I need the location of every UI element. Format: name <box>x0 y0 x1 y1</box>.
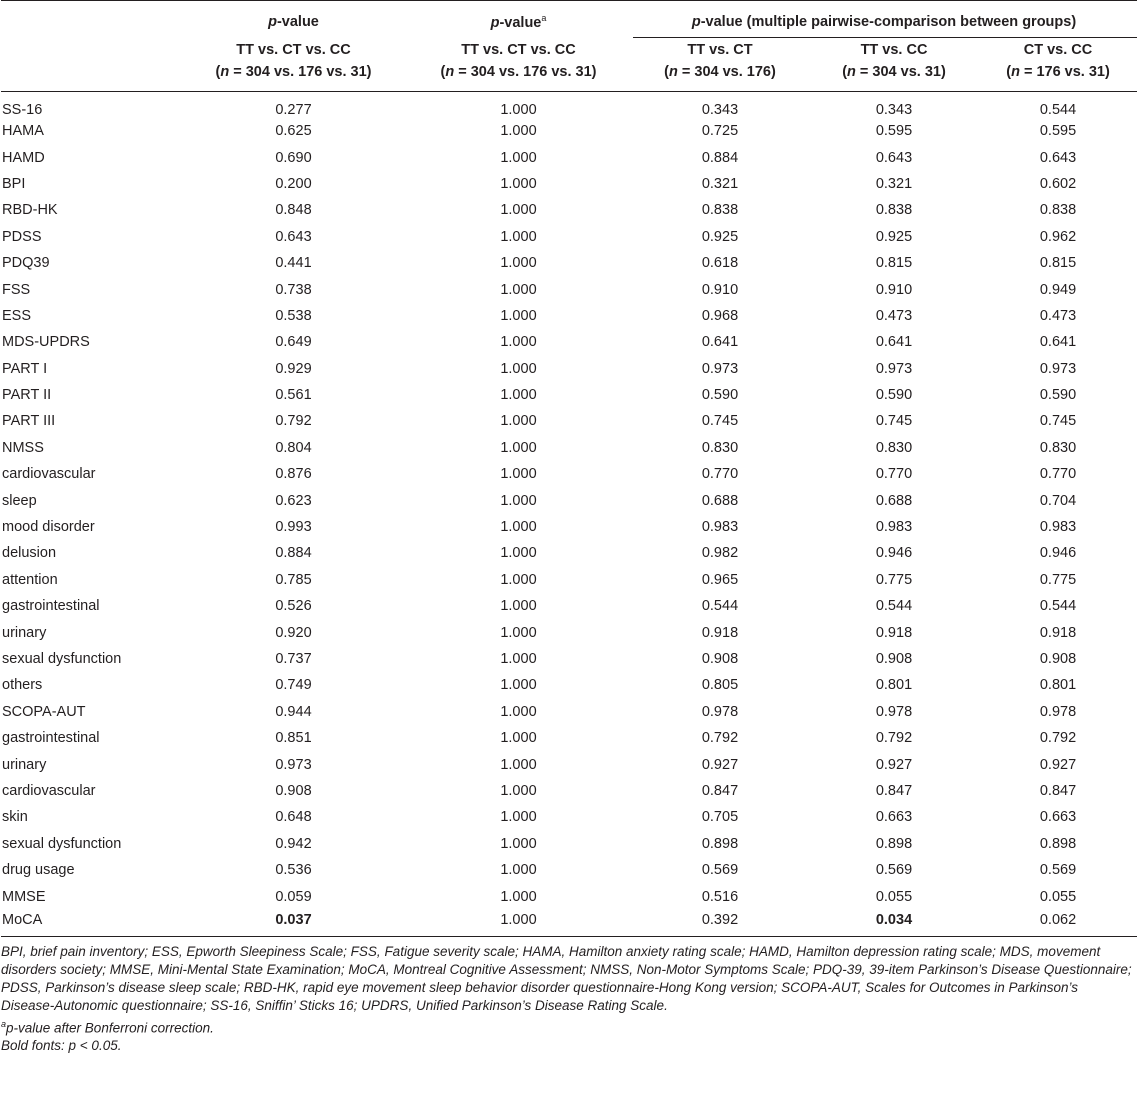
row-value: 0.973 <box>275 756 312 773</box>
table-row <box>1 356 1137 382</box>
row-label: others <box>2 677 43 694</box>
row-label: RBD-HK <box>2 202 58 219</box>
row-value: 0.643 <box>275 228 312 245</box>
header-pvalue-adjusted: p-value$^a$ <box>406 1 631 35</box>
table-notes <box>0 937 1136 1056</box>
row-label: cardiovascular <box>2 782 96 799</box>
row-value: 0.770 <box>701 466 739 483</box>
row-label: skin <box>2 809 28 826</box>
row-label: MoCA <box>1 910 181 936</box>
row-value: 0.688 <box>701 492 739 509</box>
row-value: 1.000 <box>500 123 537 140</box>
header-comparison-2: TT vs. CT (n = 304 vs. 176) <box>631 34 809 92</box>
row-value: 0.983 <box>701 519 739 536</box>
row-value: 0.884 <box>701 149 739 166</box>
row-value: 0.876 <box>275 466 312 483</box>
header-comparison-4: CT vs. CC (n = 176 vs. 31) <box>979 34 1137 92</box>
row-value: 0.516 <box>701 888 739 905</box>
row-value: 0.641 <box>701 334 739 351</box>
table-row <box>1 778 1137 804</box>
row-label: BPI <box>2 175 26 192</box>
table-header <box>1 1 1137 92</box>
table-row <box>1 619 1137 645</box>
row-value: 0.983 <box>1039 519 1077 536</box>
row-value: 0.725 <box>701 123 739 140</box>
row-value: 1.000 <box>500 492 537 509</box>
row-value: 0.595 <box>1039 123 1077 140</box>
row-value: 0.649 <box>275 334 312 351</box>
row-value: 1.000 <box>500 756 537 773</box>
row-value: 0.536 <box>275 862 312 879</box>
row-value: 1.000 <box>500 149 537 166</box>
table-row <box>1 144 1137 170</box>
row-label: sleep <box>2 492 37 509</box>
row-value: 0.918 <box>701 624 739 641</box>
bold-note: Bold fonts: p < 0.05. <box>1 1038 122 1054</box>
row-value: 0.925 <box>875 228 913 245</box>
row-value: 0.321 <box>701 175 739 192</box>
row-value: 0.059 <box>275 888 312 905</box>
row-label: PDSS <box>2 228 42 245</box>
row-value: 0.590 <box>875 387 913 404</box>
row-value: 1.000 <box>500 255 537 272</box>
row-value: 0.737 <box>275 651 312 667</box>
row-value: 0.749 <box>275 677 312 694</box>
header-pvalue: p-value <box>181 1 406 35</box>
row-value: 0.473 <box>1039 307 1077 324</box>
row-value: 0.910 <box>701 281 739 298</box>
header-comparison-1: TT vs. CT vs. CC (n = 304 vs. 176 vs. 31) <box>406 34 631 92</box>
table-row <box>1 804 1137 830</box>
row-value: 0.838 <box>1039 202 1077 219</box>
table-row <box>1 725 1137 751</box>
row-value: 1.000 <box>500 545 537 562</box>
row-value: 0.770 <box>875 466 913 483</box>
row-value: 0.569 <box>875 862 913 879</box>
row-value: 0.847 <box>701 782 739 799</box>
row-value: 1.000 <box>500 651 537 667</box>
row-value: 0.973 <box>1039 360 1077 377</box>
row-value: 0.965 <box>701 571 739 588</box>
row-value: 0.792 <box>701 730 739 747</box>
row-value: 0.037 <box>181 910 406 936</box>
row-value: 1.000 <box>500 175 537 192</box>
row-value: 0.962 <box>1039 228 1077 245</box>
row-value: 0.343 <box>701 102 739 118</box>
row-value: 0.973 <box>875 360 913 377</box>
row-value: 0.927 <box>1039 756 1077 773</box>
row-value: 1.000 <box>500 360 537 377</box>
row-value: 0.569 <box>701 862 739 879</box>
row-value: 0.034 <box>809 910 979 936</box>
row-label: PDQ39 <box>2 255 50 272</box>
table-row <box>1 831 1137 857</box>
row-value: 1.000 <box>500 624 537 641</box>
table-row <box>1 646 1137 672</box>
row-value: 0.648 <box>275 809 312 826</box>
row-value: 0.929 <box>275 360 312 377</box>
row-value: 0.663 <box>875 809 913 826</box>
row-label: urinary <box>2 756 47 773</box>
pvalue-table <box>1 0 1137 937</box>
table-row <box>1 487 1137 513</box>
table-row <box>1 514 1137 540</box>
row-value: 0.792 <box>275 413 312 430</box>
row-value: 0.526 <box>275 598 312 615</box>
row-value: 0.838 <box>875 202 913 219</box>
row-value: 0.942 <box>275 835 312 852</box>
row-label: MDS-UPDRS <box>2 334 90 351</box>
row-value: 0.775 <box>1039 571 1077 588</box>
row-value: 0.055 <box>875 888 913 905</box>
row-value: 0.908 <box>701 651 739 667</box>
table-row <box>1 461 1137 487</box>
row-value: 0.949 <box>1039 281 1077 298</box>
row-value: 0.641 <box>1039 334 1077 351</box>
row-value: 0.978 <box>701 703 739 720</box>
row-value: 0.738 <box>275 281 312 298</box>
row-value: 0.643 <box>875 149 913 166</box>
row-value: 0.792 <box>1039 730 1077 747</box>
table-row <box>1 672 1137 698</box>
row-value: 0.925 <box>701 228 739 245</box>
row-value: 0.321 <box>875 175 913 192</box>
row-value: 1.000 <box>500 835 537 852</box>
row-label: mood disorder <box>2 519 95 536</box>
abbreviations-note: BPI, brief pain inventory; ESS, Epworth Sleepiness Scale; FSS, Fatigue severity scale; HAMA, Hamilton anxiety rating scale; HAMD, Hamilton depression rating scale; MDS, movement disorders society; MMSE, Mini-Mental State Examination; MoCA, Montreal Cognitive Assessment; NMSS, Non-Motor Symptoms Scale; PDQ-39, 39-item Parkinson’s Disease Questionnaire; PDSS, Parkinson’s disease sleep scale; RBD-HK, rapid eye movement sleep behavior disorder questionnaire-Hong Kong version; SCOPA-AUT, Scales for Outcomes in Parkinson’s Disease-Autonomic questionnaire; SS-16, Sniffin’ Sticks 16; UPDRS, Unified Parkinson’s Disease Rating Scale. <box>1 943 1132 1013</box>
row-label: cardiovascular <box>2 466 96 483</box>
row-value: 0.884 <box>275 545 312 562</box>
table-row <box>1 118 1137 144</box>
header-empty-cell <box>1 34 181 92</box>
table-row <box>1 303 1137 329</box>
row-value: 1.000 <box>500 730 537 747</box>
row-value: 0.595 <box>875 123 913 140</box>
row-value: 1.000 <box>500 888 537 905</box>
row-value: 0.643 <box>1039 149 1077 166</box>
row-value: 0.805 <box>701 677 739 694</box>
row-value: 0.830 <box>875 439 913 456</box>
row-label: gastrointestinal <box>2 598 100 615</box>
row-value: 1.000 <box>500 703 537 720</box>
row-value: 1.000 <box>500 809 537 826</box>
row-value: 0.062 <box>979 910 1137 936</box>
row-value: 0.983 <box>875 519 913 536</box>
row-value: 0.830 <box>701 439 739 456</box>
row-label: sexual dysfunction <box>2 651 122 667</box>
row-value: 0.898 <box>875 835 913 852</box>
row-label: delusion <box>2 545 57 562</box>
row-value: 0.792 <box>875 730 913 747</box>
row-value: 0.623 <box>275 492 312 509</box>
table-row <box>1 883 1137 909</box>
row-value: 0.641 <box>875 334 913 351</box>
table-row <box>1 171 1137 197</box>
row-value: 0.569 <box>1039 862 1077 879</box>
row-value: 0.918 <box>1039 624 1077 641</box>
row-value: 0.801 <box>875 677 913 694</box>
row-value: 1.000 <box>500 387 537 404</box>
row-value: 0.055 <box>1039 888 1077 905</box>
row-value: 1.000 <box>500 466 537 483</box>
table-row <box>1 382 1137 408</box>
row-value: 0.927 <box>701 756 739 773</box>
row-value: 0.544 <box>1039 102 1077 118</box>
header-pairwise-group: p-value (multiple pairwise-comparison between groups) <box>631 1 1137 35</box>
row-value: 0.815 <box>875 255 913 272</box>
table-row <box>1 224 1137 250</box>
row-value: 0.946 <box>1039 545 1077 562</box>
row-value: 0.770 <box>1039 466 1077 483</box>
row-label: PART II <box>2 387 52 404</box>
header-comparison-3: TT vs. CC (n = 304 vs. 31) <box>809 34 979 92</box>
row-value: 0.978 <box>875 703 913 720</box>
row-value: 0.982 <box>701 545 739 562</box>
row-value: 1.000 <box>500 439 537 456</box>
row-value: 0.688 <box>875 492 913 509</box>
row-value: 0.830 <box>1039 439 1077 456</box>
row-value: 1.000 <box>500 677 537 694</box>
row-value: 1.000 <box>500 307 537 324</box>
row-value: 0.848 <box>275 202 312 219</box>
row-value: 0.993 <box>275 519 312 536</box>
table-row <box>1 593 1137 619</box>
row-value: 0.544 <box>1039 598 1077 615</box>
row-value: 1.000 <box>500 413 537 430</box>
table-row <box>1 435 1137 461</box>
row-value: 0.392 <box>631 910 809 936</box>
table-row <box>1 250 1137 276</box>
row-value: 0.978 <box>1039 703 1077 720</box>
row-value: 0.973 <box>701 360 739 377</box>
row-value: 0.590 <box>701 387 739 404</box>
row-label: drug usage <box>2 862 75 879</box>
row-label: gastrointestinal <box>2 730 100 747</box>
table-row <box>1 751 1137 777</box>
table-row <box>1 329 1137 355</box>
table-row <box>1 910 1137 936</box>
table-row <box>1 92 1137 119</box>
row-value: 0.441 <box>275 255 312 272</box>
row-value: 1.000 <box>500 228 537 245</box>
row-value: 0.801 <box>1039 677 1077 694</box>
table-row <box>1 276 1137 302</box>
row-value: 0.561 <box>275 387 312 404</box>
row-label: PART III <box>2 413 56 430</box>
row-value: 0.704 <box>1039 492 1077 509</box>
row-value: 0.927 <box>875 756 913 773</box>
table-row <box>1 699 1137 725</box>
row-value: 0.920 <box>275 624 312 641</box>
row-value: 0.625 <box>275 123 312 140</box>
row-label: attention <box>2 571 58 588</box>
row-value: 1.000 <box>500 571 537 588</box>
row-value: 0.847 <box>875 782 913 799</box>
row-value: 1.000 <box>500 862 537 879</box>
row-value: 1.000 <box>500 202 537 219</box>
header-empty-cell <box>1 1 181 35</box>
table-row <box>1 567 1137 593</box>
row-value: 0.590 <box>1039 387 1077 404</box>
row-label: NMSS <box>2 439 44 456</box>
row-value: 0.944 <box>275 703 312 720</box>
row-value: 0.745 <box>875 413 913 430</box>
row-value: 0.838 <box>701 202 739 219</box>
row-value: 0.946 <box>875 545 913 562</box>
row-value: 0.200 <box>275 175 312 192</box>
row-value: 0.898 <box>701 835 739 852</box>
row-value: 0.918 <box>875 624 913 641</box>
row-value: 0.745 <box>1039 413 1077 430</box>
row-label: sexual dysfunction <box>2 835 122 852</box>
row-value: 0.775 <box>875 571 913 588</box>
footnote-a: $^a$p-value after Bonferroni correction. <box>1 1018 214 1036</box>
row-value: 1.000 <box>500 598 537 615</box>
row-value: 0.908 <box>1039 651 1077 667</box>
row-label: ESS <box>2 307 32 324</box>
row-value: 0.690 <box>275 149 312 166</box>
row-label: MMSE <box>2 888 46 905</box>
table-row <box>1 408 1137 434</box>
row-value: 0.908 <box>275 782 312 799</box>
row-value: 0.847 <box>1039 782 1077 799</box>
row-value: 0.544 <box>875 598 913 615</box>
row-value: 0.968 <box>701 307 739 324</box>
row-value: 0.785 <box>275 571 312 588</box>
row-value: 0.663 <box>1039 809 1077 826</box>
row-label: SCOPA-AUT <box>2 703 86 720</box>
row-value: 0.745 <box>701 413 739 430</box>
row-value: 1.000 <box>406 910 631 936</box>
row-value: 1.000 <box>500 102 537 118</box>
row-value: 0.602 <box>1039 175 1077 192</box>
row-value: 0.538 <box>275 307 312 324</box>
row-value: 0.910 <box>875 281 913 298</box>
row-value: 0.804 <box>275 439 312 456</box>
table-row <box>1 540 1137 566</box>
row-label: FSS <box>2 281 31 298</box>
row-label: PART I <box>2 360 48 377</box>
row-label: SS-16 <box>2 102 43 118</box>
row-value: 0.473 <box>875 307 913 324</box>
table-row <box>1 857 1137 883</box>
row-value: 0.705 <box>701 809 739 826</box>
row-value: 0.898 <box>1039 835 1077 852</box>
row-value: 1.000 <box>500 334 537 351</box>
row-value: 0.544 <box>701 598 739 615</box>
row-value: 1.000 <box>500 782 537 799</box>
header-comparison-0: TT vs. CT vs. CC (n = 304 vs. 176 vs. 31) <box>181 34 406 92</box>
table-row <box>1 197 1137 223</box>
row-value: 0.343 <box>875 102 913 118</box>
row-label: HAMD <box>2 149 45 166</box>
table-body <box>1 92 1137 937</box>
row-value: 0.618 <box>701 255 739 272</box>
row-value: 0.815 <box>1039 255 1077 272</box>
row-value: 0.277 <box>275 102 312 118</box>
row-value: 1.000 <box>500 519 537 536</box>
row-value: 0.851 <box>275 730 312 747</box>
row-label: urinary <box>2 624 47 641</box>
row-value: 1.000 <box>500 281 537 298</box>
row-label: HAMA <box>2 123 44 140</box>
row-value: 0.908 <box>875 651 913 667</box>
